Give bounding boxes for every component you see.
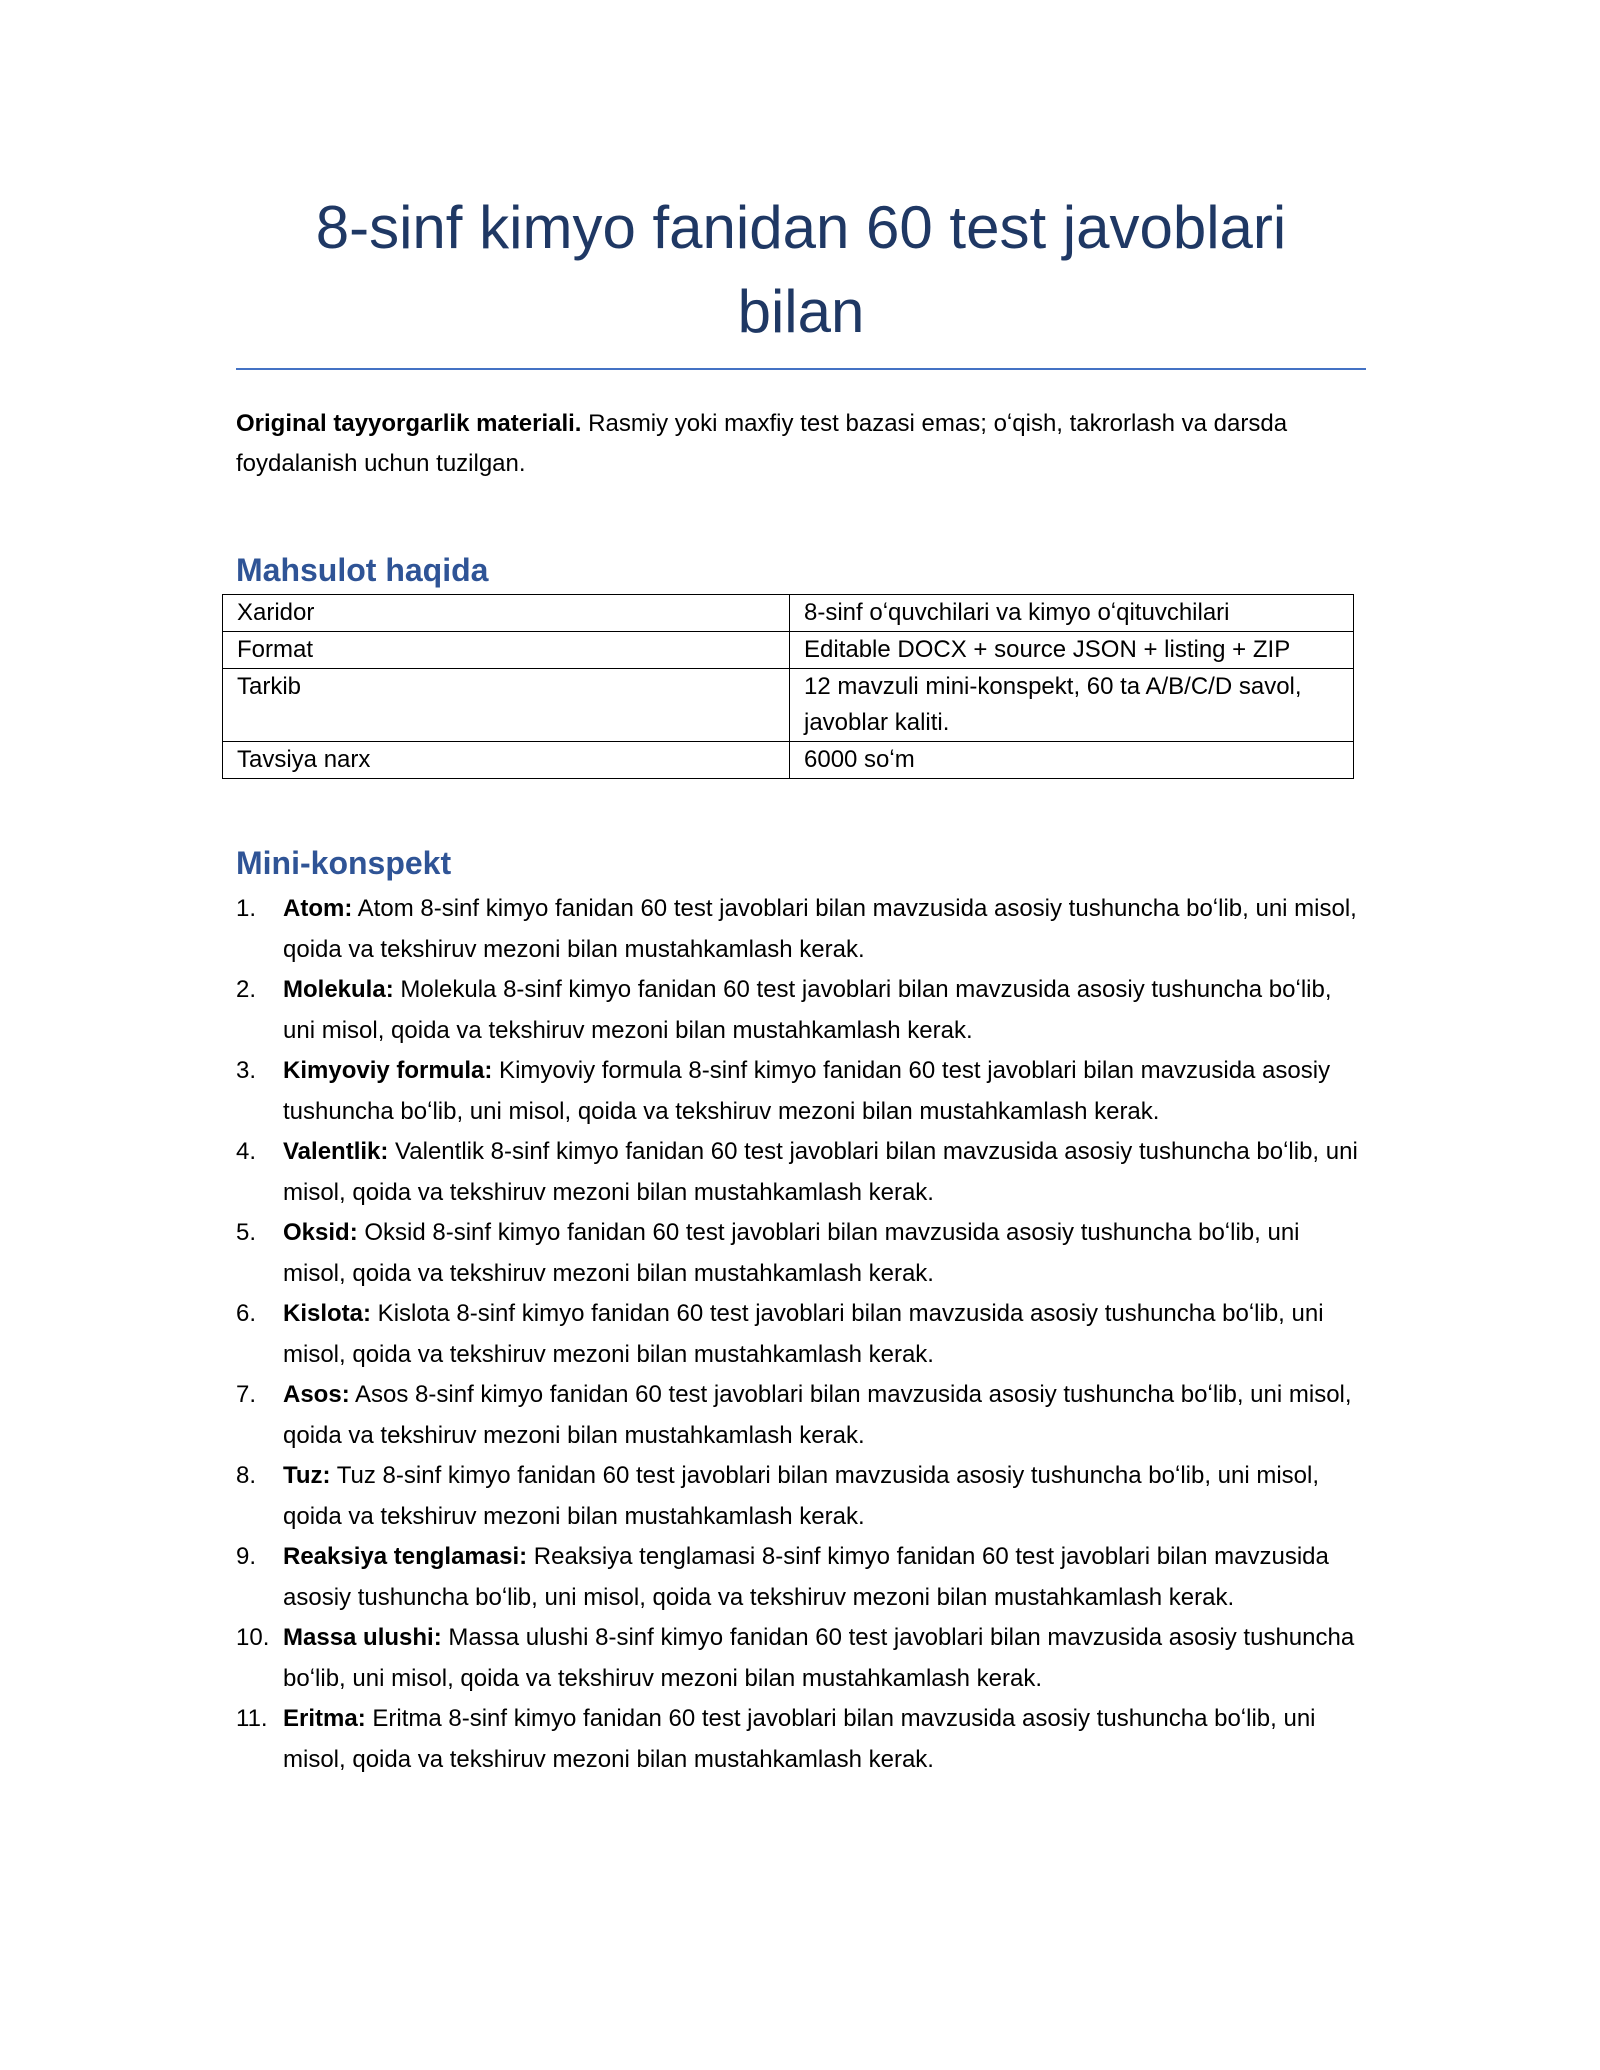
list-item-number: 10. [236, 1624, 270, 1651]
list-item-term: Eritma: [283, 1705, 366, 1732]
table-row [223, 632, 1354, 669]
table-cell-value: 12 mavzuli mini-konspekt, 60 ta A/B/C/D savol, javoblar kaliti. [790, 669, 1354, 742]
list-item [236, 1375, 1366, 1456]
table-cell-label: Xaridor [223, 595, 790, 632]
list-item-number: 5. [236, 1219, 257, 1246]
list-item-number: 9. [236, 1543, 257, 1570]
intro-paragraph [236, 404, 1366, 484]
table-cell-value: Editable DOCX + source JSON + listing + ZIP [790, 632, 1354, 669]
list-item-text: Eritma 8-sinf kimyo fanidan 60 test javoblari bilan mavzusida asosiy tushuncha boʻlib, uni misol, qoida va tekshiruv mezoni bilan mustahkamlash kerak. [283, 1705, 1316, 1773]
document-title: 8-sinf kimyo fanidan 60 test javoblari bilan [315, 194, 1287, 345]
list-item-number: 7. [236, 1381, 257, 1408]
list-item-term: Valentlik: [283, 1138, 389, 1165]
list-item-text: Valentlik 8-sinf kimyo fanidan 60 test javoblari bilan mavzusida asosiy tushuncha boʻlib, uni misol, qoida va tekshiruv mezoni bilan mustahkamlash kerak. [283, 1138, 1358, 1206]
intro-text: Rasmiy yoki maxfiy test bazasi emas; oʻqish, takrorlash va darsda foydalanish uchun tuzilgan. [236, 410, 1288, 477]
list-item [236, 1456, 1366, 1537]
list-item-text: Kislota 8-sinf kimyo fanidan 60 test javoblari bilan mavzusida asosiy tushuncha boʻlib, uni misol, qoida va tekshiruv mezoni bilan mustahkamlash kerak. [283, 1300, 1324, 1368]
list-item-text: Atom 8-sinf kimyo fanidan 60 test javoblari bilan mavzusida asosiy tushuncha boʻlib, uni misol, qoida va tekshiruv mezoni bilan mustahkamlash kerak. [283, 895, 1357, 963]
list-item-text: Massa ulushi 8-sinf kimyo fanidan 60 test javoblari bilan mavzusida asosiy tushuncha boʻlib, uni misol, qoida va tekshiruv mezoni bilan mustahkamlash kerak. [283, 1624, 1355, 1692]
list-item-term: Kimyoviy formula: [283, 1057, 493, 1084]
list-item-number: 11. [236, 1705, 268, 1732]
list-item-number: 6. [236, 1300, 257, 1327]
list-item [236, 1132, 1366, 1213]
product-section-heading: Mahsulot haqida [236, 552, 489, 588]
list-item-text: Oksid 8-sinf kimyo fanidan 60 test javoblari bilan mavzusida asosiy tushuncha boʻlib, uni misol, qoida va tekshiruv mezoni bilan mustahkamlash kerak. [283, 1219, 1300, 1287]
list-item [236, 1699, 1366, 1780]
title-divider [236, 368, 1366, 370]
list-item-term: Atom: [283, 895, 353, 922]
list-item-term: Tuz: [283, 1462, 331, 1489]
list-item-number: 4. [236, 1138, 257, 1165]
list-item-text: Kimyoviy formula 8-sinf kimyo fanidan 60 test javoblari bilan mavzusida asosiy tushuncha boʻlib, uni misol, qoida va tekshiruv mezoni bilan mustahkamlash kerak. [283, 1057, 1331, 1125]
list-item-text: Asos 8-sinf kimyo fanidan 60 test javoblari bilan mavzusida asosiy tushuncha boʻlib, uni misol, qoida va tekshiruv mezoni bilan mustahkamlash kerak. [283, 1381, 1352, 1449]
list-item [236, 1294, 1366, 1375]
list-item-text: Molekula 8-sinf kimyo fanidan 60 test javoblari bilan mavzusida asosiy tushuncha boʻlib, uni misol, qoida va tekshiruv mezoni bilan mustahkamlash kerak. [283, 976, 1332, 1044]
table-cell-value: 8-sinf oʻquvchilari va kimyo oʻqituvchilari [790, 595, 1354, 632]
list-item [236, 1618, 1366, 1699]
list-item [236, 1051, 1366, 1132]
product-info-table [222, 594, 1354, 779]
list-item-number: 2. [236, 976, 257, 1003]
list-item-text: Reaksiya tenglamasi 8-sinf kimyo fanidan 60 test javoblari bilan mavzusida asosiy tushuncha boʻlib, uni misol, qoida va tekshiruv mezoni bilan mustahkamlash kerak. [283, 1543, 1329, 1611]
list-item-term: Massa ulushi: [283, 1624, 442, 1651]
table-cell-label: Tavsiya narx [223, 742, 790, 779]
list-item [236, 1213, 1366, 1294]
document-page [236, 186, 1366, 1780]
table-cell-value: 6000 soʻm [790, 742, 1354, 779]
list-item-term: Molekula: [283, 976, 394, 1003]
list-item-term: Asos: [283, 1381, 350, 1408]
list-item-number: 1. [236, 895, 257, 922]
table-cell-label: Format [223, 632, 790, 669]
list-item-number: 8. [236, 1462, 257, 1489]
table-row [223, 669, 1354, 742]
table-row [223, 595, 1354, 632]
list-item-term: Kislota: [283, 1300, 372, 1327]
table-row [223, 742, 1354, 779]
list-item-term: Oksid: [283, 1219, 358, 1246]
list-item [236, 1537, 1366, 1618]
table-cell-label: Tarkib [223, 669, 790, 742]
list-item [236, 889, 1366, 970]
mini-konspekt-heading: Mini-konspekt [236, 845, 452, 881]
intro-bold-lead: Original tayyorgarlik materiali. [236, 410, 582, 437]
list-item-number: 3. [236, 1057, 257, 1084]
list-item [236, 970, 1366, 1051]
list-item-text: Tuz 8-sinf kimyo fanidan 60 test javoblari bilan mavzusida asosiy tushuncha boʻlib, uni misol, qoida va tekshiruv mezoni bilan mustahkamlash kerak. [283, 1462, 1320, 1530]
mini-konspekt-list [236, 889, 1366, 1780]
list-item-term: Reaksiya tenglamasi: [283, 1543, 528, 1570]
